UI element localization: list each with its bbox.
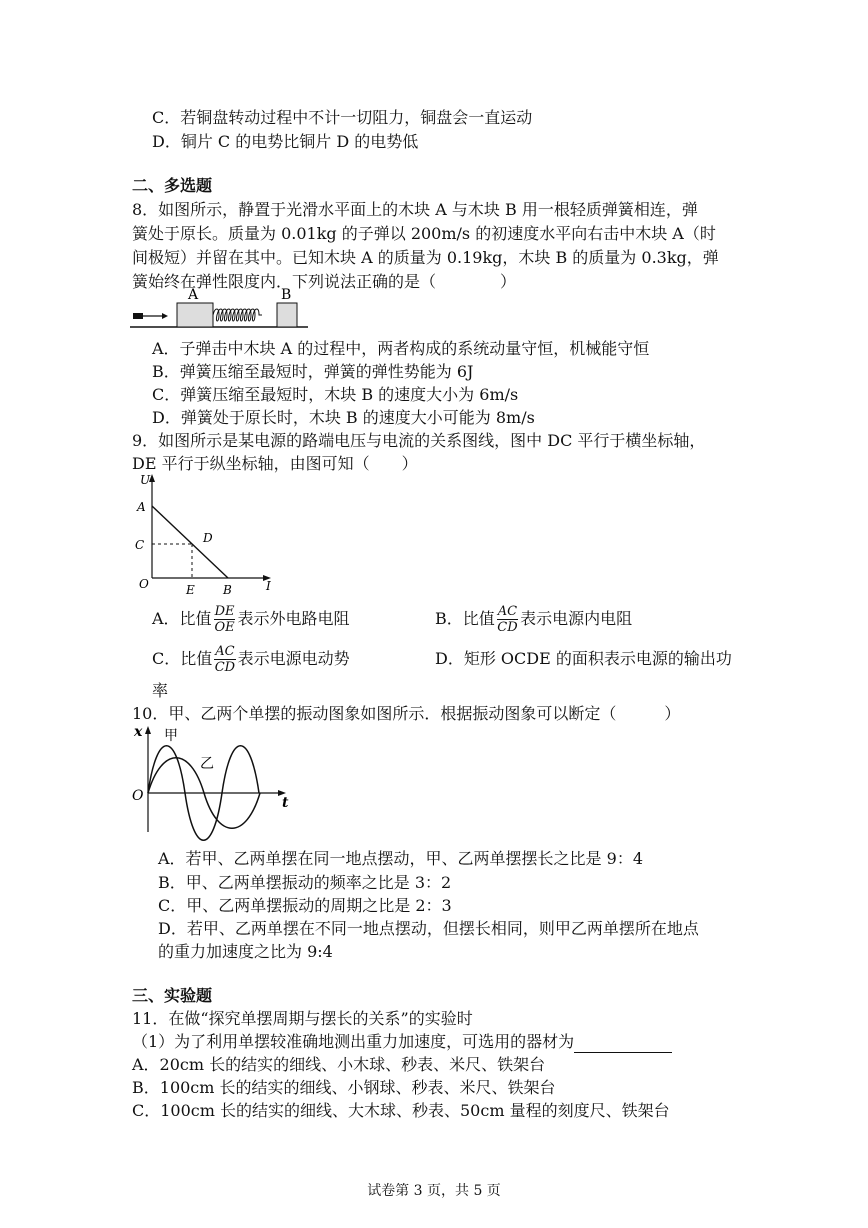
answer-blank[interactable] xyxy=(574,1036,672,1053)
block-a xyxy=(177,303,213,327)
block-a-label: A xyxy=(188,287,199,303)
point-label-d: D xyxy=(203,531,213,545)
q8-option-d: D．弹簧处于原长时，木块 B 的速度大小可能为 8m/s xyxy=(152,408,535,427)
u-i-line xyxy=(152,506,228,578)
q10-option-d-cont: 的重力加速度之比为 9:4 xyxy=(158,942,333,961)
origin-label: O xyxy=(132,788,144,804)
bullet xyxy=(133,313,143,319)
q8-stem-line4: 簧始终在弹性限度内．下列说法正确的是（ ） xyxy=(132,272,517,291)
fraction-ac-cd: $\frac{AC}{CD}$ xyxy=(214,644,236,675)
fraction-ac-cd: $\frac{AC}{CD}$ xyxy=(497,604,518,635)
origin-label: O xyxy=(139,577,149,591)
q9-option-b: B．比值 $\frac{AC}{CD}$ 表示电源内电阻 xyxy=(435,604,633,635)
q11-option-c: C．100cm 长的结实的细线、大木球、秒表、50cm 量程的刻度尺、铁架台 xyxy=(132,1101,670,1120)
fraction-de-oe: $\frac{DE}{OE}$ xyxy=(214,604,235,635)
q8-stem-line3: 间极短）并留在其中。已知木块 A 的质量为 0.19kg，木块 B 的质量为 0.3kg，弹 xyxy=(132,248,719,267)
q8-stem-line2: 簧处于原长。质量为 0.01kg 的子弹以 200m/s 的初速度水平向右击中木块 A（时 xyxy=(132,224,716,243)
q11-stem: 11．在做“探究单摆周期与摆长的关系”的实验时 xyxy=(132,1009,473,1028)
point-label-b: B xyxy=(223,583,232,597)
q9-option-c: C．比值 $\frac{AC}{CD}$ 表示电源电动势 xyxy=(152,644,350,675)
page-footer: 试卷第 3 页，共 5 页 xyxy=(367,1183,501,1199)
q11-option-b: B．100cm 长的结实的细线、小钢球、秒表、米尺、铁架台 xyxy=(132,1078,556,1097)
axis-label-i: I xyxy=(266,579,271,593)
axis-label-t: t xyxy=(282,795,289,811)
q9-stem-line2: DE 平行于纵坐标轴，由图可知（ ） xyxy=(132,454,418,473)
block-b-label: B xyxy=(281,287,292,303)
q8-stem-line1: 8．如图所示，静置于光滑水平面上的木块 A 与木块 B 用一根轻质弹簧相连，弹 xyxy=(132,200,698,219)
q7-option-d: D．铜片 C 的电势比铜片 D 的电势低 xyxy=(152,132,419,151)
spring xyxy=(213,309,262,321)
q7-option-c: C．若铜盘转动过程中不计一切阻力，铜盘会一直运动 xyxy=(152,108,533,127)
curve-label-yi: 乙 xyxy=(200,756,214,772)
q8-option-a: A．子弹击中木块 A 的过程中，两者构成的系统动量守恒，机械能守恒 xyxy=(152,339,650,358)
q10-figure-oscillation-graph xyxy=(128,720,298,845)
point-label-e: E xyxy=(186,583,195,597)
q8-option-b: B．弹簧压缩至最短时，弹簧的弹性势能为 6J xyxy=(152,362,474,381)
q10-option-b: B．甲、乙两单摆振动的频率之比是 3：2 xyxy=(158,873,452,892)
point-label-a: A xyxy=(137,500,146,514)
curve-label-jia: 甲 xyxy=(164,728,178,744)
q9-option-d: D．矩形 OCDE 的面积表示电源的输出功 xyxy=(435,649,732,668)
q9-option-d-cont: 率 xyxy=(152,681,169,700)
section-title-multiple-choice: 二、多选题 xyxy=(132,176,213,195)
q10-option-d: D．若甲、乙两单摆在不同一地点摆动，但摆长相同，则甲乙两单摆所在地点 xyxy=(158,919,699,938)
q11-sub1: （1）为了利用单摆较准确地测出重力加速度，可选用的器材为 xyxy=(132,1031,672,1053)
q10-option-c: C．甲、乙两单摆振动的周期之比是 2：3 xyxy=(158,896,452,915)
q9-figure-u-i-graph xyxy=(130,470,280,600)
section-title-experiment: 三、实验题 xyxy=(132,986,213,1005)
q9-stem-line1: 9．如图所示是某电源的路端电压与电流的关系图线，图中 DC 平行于横坐标轴， xyxy=(132,431,706,450)
axis-label-u: U xyxy=(140,473,151,487)
q10-stem: 10．甲、乙两个单摆的振动图象如图所示．根据振动图象可以断定（ ） xyxy=(132,704,681,723)
q9-option-a: A．比值 $\frac{DE}{OE}$ 表示外电路电阻 xyxy=(152,604,350,635)
q10-option-a: A．若甲、乙两单摆在同一地点摆动，甲、乙两单摆摆长之比是 9：4 xyxy=(158,849,644,868)
axis-label-x: x xyxy=(134,724,143,740)
block-b xyxy=(277,303,297,327)
q8-figure-blocks-spring xyxy=(130,286,310,334)
q11-option-a: A．20cm 长的结实的细线、小木球、秒表、米尺、铁架台 xyxy=(132,1055,546,1074)
q8-option-c: C．弹簧压缩至最短时，木块 B 的速度大小为 6m/s xyxy=(152,385,519,404)
point-label-c: C xyxy=(135,538,145,552)
